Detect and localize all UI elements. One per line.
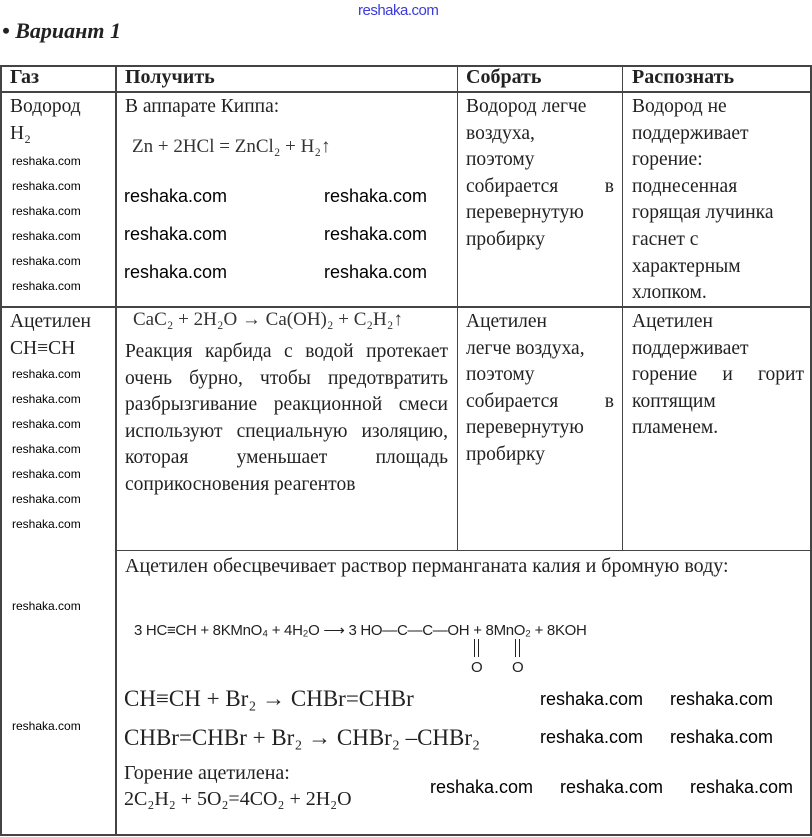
text-line: горящая лучинка [632, 202, 774, 224]
row2-recognize [632, 309, 804, 442]
row1-recognize [632, 94, 807, 307]
watermark: reshaka.com [12, 279, 81, 293]
text-line: поэтому [466, 149, 535, 171]
text-line: коптящим [632, 390, 716, 412]
watermark: reshaka.com [430, 777, 534, 797]
text-line: горение и горит [632, 364, 804, 386]
text-line: пламенем. [632, 417, 719, 439]
watermark: reshaka.com [12, 179, 81, 193]
header-collect: Собрать [466, 66, 542, 88]
text-line: хлопком. [632, 282, 707, 304]
text-line: поддерживает [632, 122, 749, 144]
watermark: reshaka.com [12, 517, 81, 531]
text-line: Водород не [632, 96, 727, 117]
watermark: reshaka.com [12, 392, 81, 406]
bromine-equation-1: CH≡CH + Br₂ → CHBr=CHBr [124, 686, 414, 711]
text-line: собирается в [466, 175, 614, 197]
watermark: reshaka.com [12, 442, 81, 456]
watermark: reshaka.com [540, 727, 644, 747]
page-title: • Вариант 1 [2, 18, 121, 43]
text-line: перевернутую [466, 202, 584, 224]
watermark: reshaka.com [12, 417, 81, 431]
divider [457, 65, 458, 551]
watermark: reshaka.com [124, 186, 228, 206]
watermark: reshaka.com [12, 492, 81, 506]
watermark: reshaka.com [124, 224, 228, 244]
watermark: reshaka.com [12, 599, 81, 613]
combustion-title: Горение ацетилена: [124, 762, 290, 784]
carbonyl-oxygen: O [471, 659, 483, 676]
watermark: reshaka.com [560, 777, 664, 797]
text-line: Ацетилен [466, 311, 547, 332]
text-line: собирается в [466, 390, 614, 412]
bromine-equation-2: CHBr=CHBr + Br₂ → CHBr₂ –CHBr₂ [124, 725, 481, 750]
watermark: reshaka.com [540, 689, 644, 709]
watermark: reshaka.com [324, 262, 428, 282]
text-line: легче воздуха, [466, 337, 585, 359]
row2-obtain-text: Реакция карбида с водой протекает очень бурно, чтобы предотвратить разбрызгивание реакционной смеси используют специальную изоляцию, которая уменьшает площадь соприкосновения реагентов [125, 341, 448, 495]
divider [0, 65, 2, 836]
text-line: поэтому [466, 364, 535, 386]
watermark: reshaka.com [670, 689, 774, 709]
watermark: reshaka.com [12, 154, 81, 168]
text-line: воздуха, [466, 122, 535, 144]
row1-gas [10, 94, 81, 147]
row1-obtain-formula: Zn + 2HCl = ZnCl₂ + H₂↑ [132, 136, 331, 157]
text-line: поднесенная [632, 175, 738, 197]
watermark: reshaka.com [12, 719, 81, 733]
watermark: reshaka.com [690, 777, 794, 797]
divider [115, 550, 812, 551]
watermark: reshaka.com [12, 229, 81, 243]
watermark: reshaka.com [324, 186, 428, 206]
header-recognize: Распознать [632, 66, 735, 88]
watermark: reshaka.com [670, 727, 774, 747]
text-line: поддерживает [632, 337, 749, 359]
header-gas: Газ [10, 66, 40, 88]
gas-name: Водород [10, 96, 81, 117]
double-bond [515, 639, 520, 657]
text-line: характерным [632, 255, 741, 277]
row2-collect [466, 309, 614, 469]
text-line: перевернутую [466, 417, 584, 439]
watermark: reshaka.com [124, 262, 228, 282]
text-line: пробирку [466, 228, 545, 250]
row1-obtain-text: В аппарате Киппа: [125, 96, 280, 117]
divider [0, 91, 812, 93]
divider [115, 65, 117, 836]
row2-gas [10, 309, 91, 362]
combustion-equation: 2C₂H₂ + 5O₂=4CO₂ + 2H₂O [124, 788, 352, 810]
text-line: пробирку [466, 443, 545, 465]
watermark: reshaka.com [12, 467, 81, 481]
gas-name: Ацетилен [10, 311, 91, 332]
divider [0, 834, 812, 836]
watermark: reshaka.com [12, 367, 81, 381]
text-line: горение: [632, 149, 703, 171]
watermark: reshaka.com [12, 204, 81, 218]
text-line: Ацетилен [632, 311, 713, 332]
row2-obtain-formula: CaC₂ + 2H₂O → Ca(OH)₂ + C₂H₂↑ [133, 309, 403, 330]
divider [622, 65, 623, 551]
carbonyl-oxygen: O [512, 659, 524, 676]
extra-text: Ацетилен обесцвечивает раствор перманганата калия и бромную воду: [125, 555, 729, 577]
text-line: гаснет с [632, 228, 699, 250]
watermark: reshaka.com [324, 224, 428, 244]
header-obtain: Получить [125, 66, 215, 88]
gas-formula: H₂ [10, 122, 31, 144]
site-header: reshaka.com [358, 2, 439, 19]
watermark: reshaka.com [12, 254, 81, 268]
double-bond [474, 639, 479, 657]
permanganate-equation: 3 HC≡CH + 8KMnO₄ + 4H₂O ⟶ 3 HO—C—C—OH + 8MnO₂ + 8KOH [134, 622, 587, 639]
gas-formula: CH≡CH [10, 337, 76, 359]
text-line: Водород легче [466, 96, 587, 117]
row1-collect [466, 94, 614, 254]
